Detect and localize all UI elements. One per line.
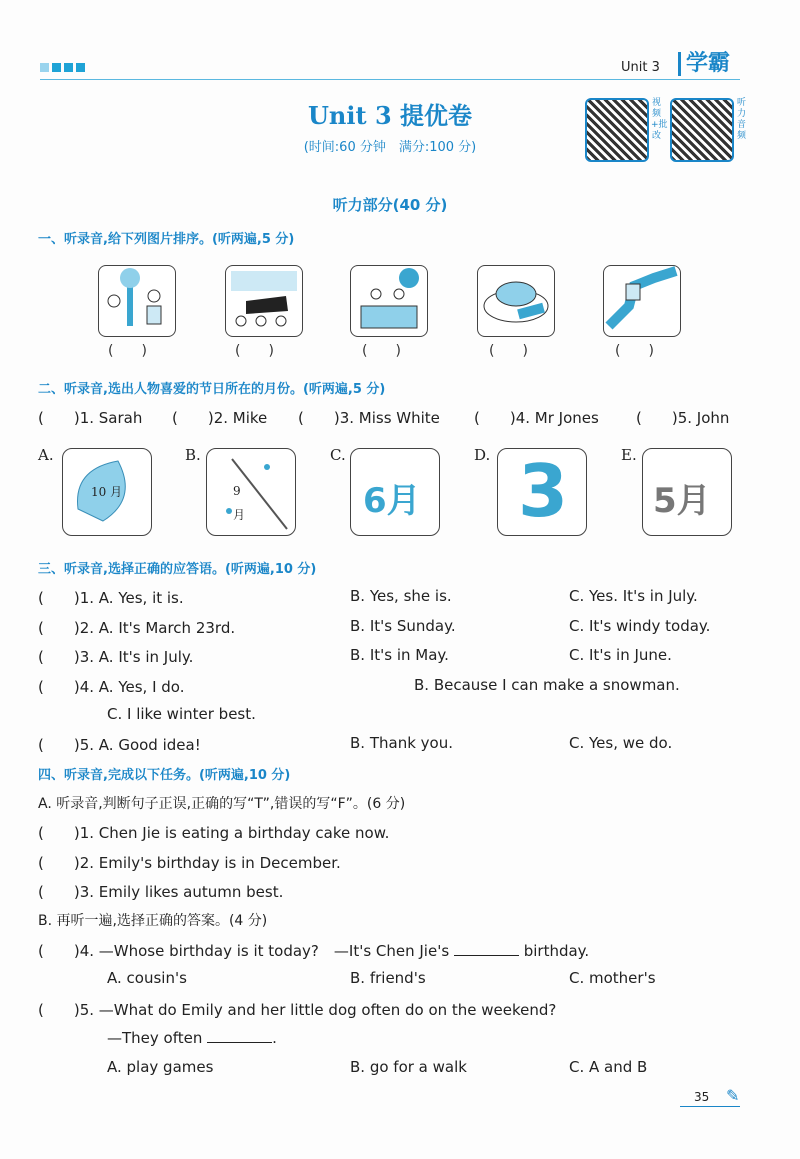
q1-answer-5[interactable]: ( ) xyxy=(615,343,654,359)
page-title: Unit 3 提优卷 xyxy=(308,101,472,130)
brand-logo: 学霸 xyxy=(678,52,730,76)
q2-option-e-text: 5月 xyxy=(653,481,711,521)
q4-question-5-text: —They often xyxy=(107,1029,203,1047)
q4-5-option-b[interactable]: B. go for a walk xyxy=(350,1058,467,1076)
q2-option-a-text: 10 月 xyxy=(91,485,123,499)
footer-rule xyxy=(680,1106,740,1107)
q2-option-a-letter: A. xyxy=(38,446,54,464)
qr-video-label: 视频+批改 xyxy=(651,98,668,141)
great-wall-icon xyxy=(603,265,681,337)
q2-heading: 二、听录音,选出人物喜爱的节日所在的月份。(听两遍,5 分) xyxy=(38,382,386,397)
q4-answer-blank[interactable] xyxy=(454,941,519,956)
piano-concert-icon xyxy=(225,265,303,337)
q3-1-option-c[interactable]: C. Yes. It's in July. xyxy=(569,587,698,605)
q5-answer-blank[interactable] xyxy=(207,1028,272,1043)
q4-4-option-b[interactable]: B. friend's xyxy=(350,969,426,987)
q3-2-option-c[interactable]: C. It's windy today. xyxy=(569,617,711,635)
q1-heading: 一、听录音,给下列图片排序。(听两遍,5 分) xyxy=(38,232,295,247)
qr-code-icon xyxy=(585,98,649,162)
picnic-icon xyxy=(350,265,428,337)
header-decor xyxy=(40,63,85,72)
q2-person-5[interactable]: ( )5. John xyxy=(636,409,730,427)
q3-4-option-a[interactable]: ( )4. A. Yes, I do. xyxy=(38,678,185,696)
tree-planting-icon xyxy=(98,265,176,337)
q4-4-option-c[interactable]: C. mother's xyxy=(569,969,656,987)
q2-option-d-letter: D. xyxy=(474,446,491,464)
qr-audio[interactable] xyxy=(670,98,747,162)
page-number: 35 xyxy=(694,1090,710,1104)
q4-heading: 四、听录音,完成以下任务。(听两遍,10 分) xyxy=(38,768,291,783)
q4-question-5: ( )5. —What do Emily and her little dog often do on the weekend? xyxy=(38,1001,557,1019)
q3-3-option-a[interactable]: ( )3. A. It's in July. xyxy=(38,648,194,666)
header-rule xyxy=(40,79,740,80)
q4-5-option-a[interactable]: A. play games xyxy=(107,1058,214,1076)
q2-option-d-text: 3 xyxy=(518,449,569,533)
qr-audio-label: 听力音频 xyxy=(736,98,746,141)
q4-part-b-instructions: B. 再听一遍,选择正确的答案。(4 分) xyxy=(38,913,268,929)
q1-answer-3[interactable]: ( ) xyxy=(362,343,401,359)
qr-code-icon xyxy=(670,98,734,162)
q2-person-4[interactable]: ( )4. Mr Jones xyxy=(474,409,599,427)
q2-option-c-text: 6月 xyxy=(363,481,421,521)
section-title: 听力部分(40 分) xyxy=(332,196,448,214)
q4-tf-3[interactable]: ( )3. Emily likes autumn best. xyxy=(38,883,284,901)
q3-3-option-b[interactable]: B. It's in May. xyxy=(350,646,449,664)
q3-heading: 三、听录音,选择正确的应答语。(听两遍,10 分) xyxy=(38,562,317,577)
q4-question-4 xyxy=(38,940,589,961)
q2-option-b-letter: B. xyxy=(185,446,201,464)
q4-tf-1[interactable]: ( )1. Chen Jie is eating a birthday cake now. xyxy=(38,824,390,842)
q4-5-option-c[interactable]: C. A and B xyxy=(569,1058,648,1076)
q4-question-5-line2 xyxy=(107,1028,277,1047)
june-children-icon xyxy=(350,448,440,536)
q2-person-1[interactable]: ( )1. Sarah xyxy=(38,409,143,427)
q3-5-option-b[interactable]: B. Thank you. xyxy=(350,734,453,752)
q4-tf-2[interactable]: ( )2. Emily's birthday is in December. xyxy=(38,854,341,872)
q3-5-option-a[interactable]: ( )5. A. Good idea! xyxy=(38,736,201,754)
q4-4-option-a[interactable]: A. cousin's xyxy=(107,969,187,987)
mooncake-icon xyxy=(477,265,555,337)
q4-question-4-tail: birthday. xyxy=(523,942,590,960)
q3-2-option-b[interactable]: B. It's Sunday. xyxy=(350,617,456,635)
q4-question-5-tail: . xyxy=(272,1029,277,1047)
wheat-september-icon xyxy=(206,448,296,536)
q3-4-option-c[interactable]: C. I like winter best. xyxy=(107,705,256,723)
q3-3-option-c[interactable]: C. It's in June. xyxy=(569,646,672,664)
may-flower-icon xyxy=(642,448,732,536)
q4-part-a-instructions: A. 听录音,判断句子正误,正确的写“T”,错误的写“F”。(6 分) xyxy=(38,796,406,812)
page-subtitle: (时间:60 分钟 满分:100 分) xyxy=(303,140,477,155)
q3-1-option-a[interactable]: ( )1. A. Yes, it is. xyxy=(38,589,184,607)
q2-option-e-letter: E. xyxy=(621,446,637,464)
q2-option-b-text: 9 月 xyxy=(233,484,246,522)
q3-1-option-b[interactable]: B. Yes, she is. xyxy=(350,587,452,605)
q2-person-2[interactable]: ( )2. Mike xyxy=(172,409,268,427)
march-three-icon xyxy=(497,448,587,536)
q3-5-option-c[interactable]: C. Yes, we do. xyxy=(569,734,673,752)
q4-question-4-text: ( )4. —Whose birthday is it today? —It's Chen Jie's xyxy=(38,942,450,960)
q2-option-c-letter: C. xyxy=(330,446,346,464)
header-unit: Unit 3 xyxy=(621,60,660,75)
qr-video[interactable] xyxy=(585,98,668,162)
q3-4-option-b[interactable]: B. Because I can make a snowman. xyxy=(414,676,680,694)
q1-answer-2[interactable]: ( ) xyxy=(235,343,274,359)
q3-2-option-a[interactable]: ( )2. A. It's March 23rd. xyxy=(38,619,236,637)
pencil-icon: ✎ xyxy=(726,1086,740,1105)
q1-answer-1[interactable]: ( ) xyxy=(108,343,147,359)
leaf-october-icon xyxy=(62,448,152,536)
q1-answer-4[interactable]: ( ) xyxy=(489,343,528,359)
q2-person-3[interactable]: ( )3. Miss White xyxy=(298,409,440,427)
